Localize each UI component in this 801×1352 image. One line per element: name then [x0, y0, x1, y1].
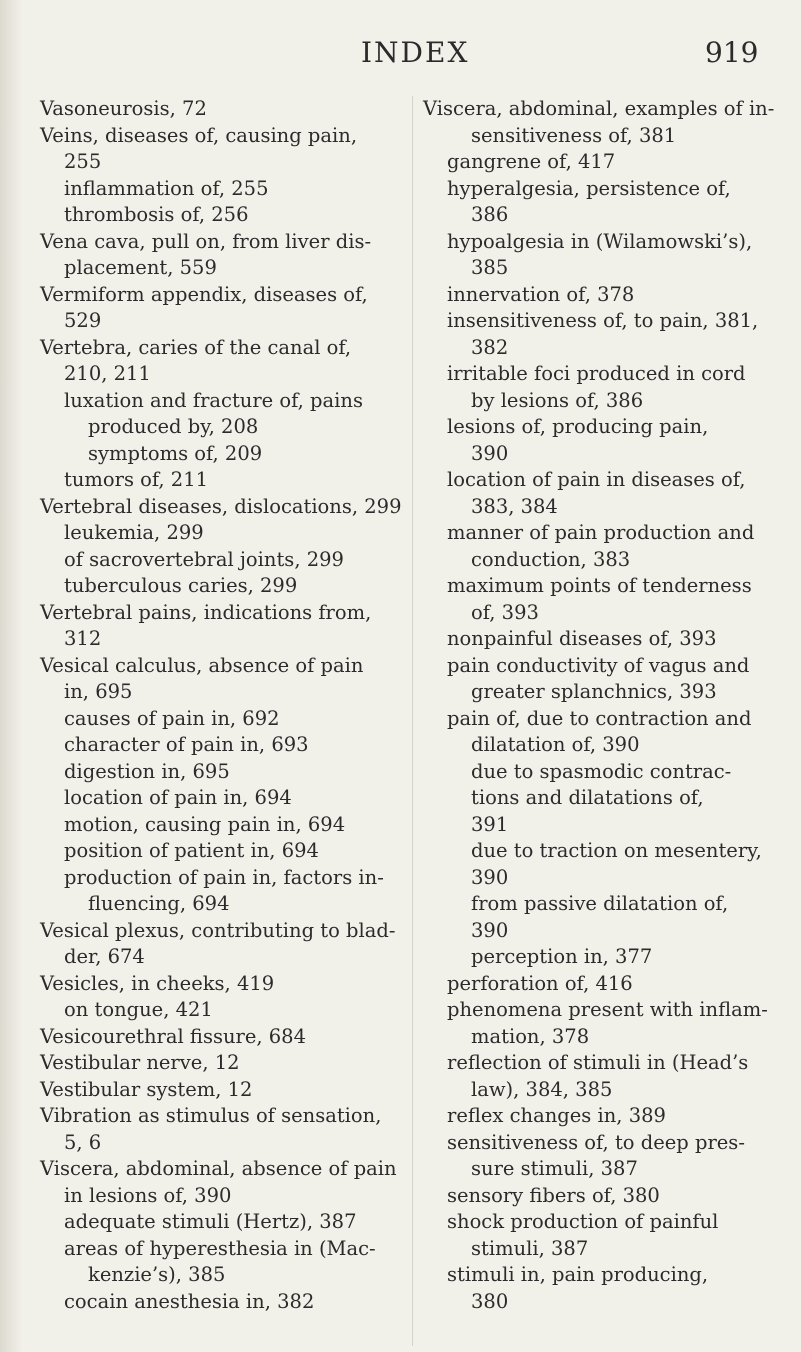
- index-entry-line: motion, causing pain in, 694: [64, 812, 346, 836]
- index-entry-line: perforation of, 416: [447, 971, 633, 995]
- index-entry-line: due to traction on mesentery,: [471, 839, 762, 862]
- index-entry-line: hyperalgesia, persistence of,: [447, 176, 731, 200]
- index-entry-line: 255: [64, 150, 102, 173]
- page-title: INDEX: [361, 36, 470, 69]
- index-entry-line: adequate stimuli (Hertz), 387: [64, 1210, 357, 1233]
- index-entry-line: 390: [471, 918, 509, 942]
- index-entry-line: symptoms of, 209: [88, 441, 263, 465]
- index-entry-line: 386: [471, 203, 509, 226]
- index-entry-line: Viscera, abdominal, absence of pain: [40, 1157, 397, 1180]
- index-entry-line: placement, 559: [64, 256, 217, 279]
- index-entry-line: Vermiform appendix, diseases of,: [40, 282, 368, 306]
- index-entry-line: conduction, 383: [471, 547, 631, 571]
- page-gutter-shadow: [0, 0, 22, 1352]
- index-entry-line: production of pain in, factors in-: [64, 865, 384, 889]
- index-entry-line: inflammation of, 255: [64, 176, 269, 200]
- index-entry-line: due to spasmodic contrac-: [471, 759, 732, 783]
- index-entry-line: Vestibular nerve, 12: [40, 1051, 240, 1074]
- index-entry-line: sensory fibers of, 380: [447, 1183, 660, 1207]
- index-entry-line: law), 384, 385: [471, 1077, 613, 1101]
- index-entry-line: mation, 378: [471, 1024, 590, 1048]
- index-entry-line: Vasoneurosis, 72: [40, 97, 207, 120]
- index-entry-line: maximum points of tenderness: [447, 574, 752, 597]
- index-entry-line: 390: [471, 865, 509, 889]
- index-entry-line: reflection of stimuli in (Head’s: [447, 1051, 749, 1074]
- index-entry-line: 391: [471, 812, 509, 836]
- index-entry-line: phenomena present with inflam-: [447, 998, 768, 1021]
- page-header: [0, 36, 801, 76]
- index-entry-line: tions and dilatations of,: [471, 786, 704, 809]
- index-entry-line: Vibration as stimulus of sensation,: [40, 1104, 382, 1127]
- index-entry-line: 382: [471, 335, 509, 359]
- column-divider: [412, 96, 413, 1346]
- index-entry-line: pain conductivity of vagus and: [447, 653, 750, 677]
- index-entry-line: Viscera, abdominal, examples of in-: [423, 97, 775, 120]
- index-entry-line: in lesions of, 390: [64, 1183, 232, 1207]
- index-entry-line: stimuli, 387: [471, 1236, 589, 1260]
- index-entry-line: by lesions of, 386: [471, 388, 644, 412]
- index-entry-line: produced by, 208: [88, 415, 259, 438]
- index-entry-line: location of pain in, 694: [64, 786, 292, 809]
- index-entry-line: der, 674: [64, 945, 145, 968]
- index-entry-line: areas of hyperesthesia in (Mac-: [64, 1236, 376, 1260]
- index-entry-line: Vestibular system, 12: [40, 1077, 253, 1101]
- index-entry-line: luxation and fracture of, pains: [64, 388, 363, 412]
- index-entry-line: cocain anesthesia in, 382: [64, 1289, 315, 1313]
- index-entry-line: tuberculous caries, 299: [64, 574, 298, 597]
- index-entry-line: Vesicourethral fissure, 684: [40, 1024, 306, 1048]
- index-entry-line: lesions of, producing pain,: [447, 415, 709, 438]
- index-entry-line: of, 393: [471, 600, 539, 624]
- index-entry-line: Vertebra, caries of the canal of,: [40, 335, 352, 359]
- index-entry-line: reflex changes in, 389: [447, 1104, 666, 1127]
- index-entry-line: 383, 384: [471, 494, 558, 518]
- index-entry-line: in, 695: [64, 680, 133, 703]
- index-entry-line: nonpainful diseases of, 393: [447, 627, 717, 650]
- index-entry-line: 210, 211: [64, 362, 151, 385]
- index-entry-line: Vertebral pains, indications from,: [40, 600, 372, 624]
- index-entry-line: Vesical plexus, contributing to blad-: [40, 918, 396, 942]
- index-entry-line: digestion in, 695: [64, 759, 230, 783]
- index-entry-line: shock production of painful: [447, 1210, 719, 1233]
- index-entry-line: fluencing, 694: [88, 892, 230, 915]
- index-entry-line: from passive dilatation of,: [471, 892, 729, 915]
- index-entry-line: insensitiveness of, to pain, 381,: [447, 309, 759, 332]
- index-entry-line: Vena cava, pull on, from liver dis-: [40, 229, 372, 253]
- index-entry-line: location of pain in diseases of,: [447, 468, 746, 491]
- index-entry-line: gangrene of, 417: [447, 150, 616, 173]
- index-entry-line: perception in, 377: [471, 945, 653, 968]
- index-column-left: [40, 96, 400, 1315]
- index-entry-line: thrombosis of, 256: [64, 203, 249, 226]
- index-entry-line: position of patient in, 694: [64, 839, 319, 862]
- index-entry-line: 385: [471, 256, 509, 279]
- index-entry-line: on tongue, 421: [64, 998, 213, 1021]
- index-entry-line: character of pain in, 693: [64, 733, 309, 756]
- index-entry-line: manner of pain production and: [447, 521, 755, 544]
- page-number: 919: [705, 36, 759, 69]
- index-entry-line: kenzie’s), 385: [88, 1263, 226, 1286]
- index-entry-line: Veins, diseases of, causing pain,: [40, 123, 358, 147]
- index-entry-line: leukemia, 299: [64, 521, 204, 544]
- index-entry-line: dilatation of, 390: [471, 733, 640, 756]
- index-entry-line: irritable foci produced in cord: [447, 362, 746, 385]
- index-entry-line: Vertebral diseases, dislocations, 299: [40, 494, 402, 518]
- index-entry-line: 312: [64, 627, 102, 650]
- index-entry-line: Vesical calculus, absence of pain: [40, 653, 364, 677]
- index-entry-line: 529: [64, 309, 102, 332]
- index-entry-line: 390: [471, 441, 509, 465]
- index-entry-line: of sacrovertebral joints, 299: [64, 547, 344, 571]
- index-entry-line: sensitiveness of, to deep pres-: [447, 1130, 745, 1154]
- index-entry-line: 5, 6: [64, 1130, 102, 1154]
- index-entry-line: sensitiveness of, 381: [471, 123, 677, 147]
- index-entry-line: tumors of, 211: [64, 468, 209, 491]
- index-entry-line: Vesicles, in cheeks, 419: [40, 971, 275, 995]
- index-column-right: [423, 96, 788, 1315]
- index-entry-line: hypoalgesia in (Wilamowski’s),: [447, 229, 753, 253]
- index-entry-line: causes of pain in, 692: [64, 706, 280, 730]
- index-entry-line: pain of, due to contraction and: [447, 706, 752, 730]
- index-entry-line: innervation of, 378: [447, 282, 635, 306]
- index-entry-line: sure stimuli, 387: [471, 1157, 638, 1180]
- index-entry-line: stimuli in, pain producing,: [447, 1263, 709, 1286]
- index-entry-line: greater splanchnics, 393: [471, 680, 717, 703]
- index-entry-line: 380: [471, 1289, 509, 1313]
